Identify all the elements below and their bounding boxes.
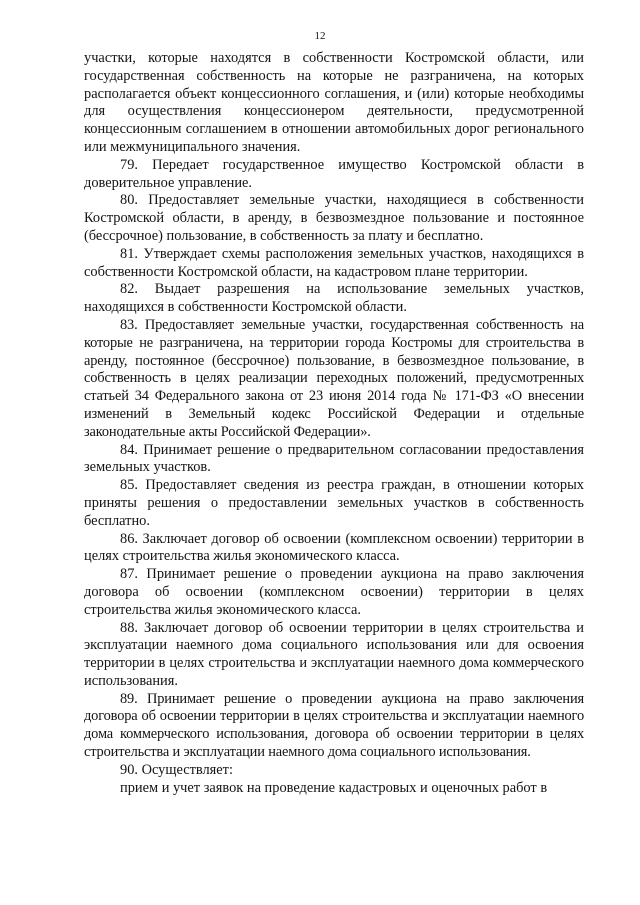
paragraph-82: 82. Выдает разрешения на использование земельных участков, находящихся в собственности Костромской области.	[84, 281, 584, 316]
paragraph-90-item: прием и учет заявок на проведение кадастровых и оценочных работ в	[120, 779, 548, 796]
page-number: 12	[314, 30, 326, 42]
paragraph-87: 87. Принимает решение о проведении аукциона на право заключения договора об освоении (комплексном освоении) территории в целях строительства жилья экономического класса.	[84, 566, 584, 618]
paragraph-86: 86. Заключает договор об освоении (комплексном освоении) территории в целях строительства жилья экономического класса.	[84, 530, 584, 565]
paragraph-81: 81. Утверждает схемы расположения земельных участков, находящихся в собственности Костромской области, на кадастровом плане территории.	[84, 245, 584, 280]
paragraph-continuation: участки, которые находятся в собственности Костромской области, или государственная собственность на которые не разграничена, на которых располагается объект концессионного соглашения, и (или) которые необходимы для осуществления концессионером деятельности, предусмотренной концессионным соглашением в отношении автомобильных дорог регионального или межмуниципального значения.	[84, 50, 584, 155]
paragraph-80: 80. Предоставляет земельные участки, находящиеся в собственности Костромской области, в аренду, в безвозмездное пользование и постоянное (бессрочное) пользование, в собственность за плату и бесплатно.	[84, 192, 584, 244]
paragraph-85: 85. Предоставляет сведения из реестра граждан, в отношении которых приняты решения о предоставлении земельных участков в собственность бесплатно.	[84, 477, 584, 529]
paragraph-89: 89. Принимает решение о проведении аукциона на право заключения договора об освоении территории в целях строительства и эксплуатации наемного дома коммерческого использования, договора об освоении территории в целях строительства и эксплуатации наемного дома социального использования.	[84, 690, 584, 761]
paragraph-79: 79. Передает государственное имущество Костромской области в доверительное управление.	[84, 156, 584, 191]
paragraph-83: 83. Предоставляет земельные участки, государственная собственность на которые не разграничена, на территории города Костромы для строительства в аренду, постоянное (бессрочное) пользование, в безвозмездное пользование, в собственность в целях реализации переходных положений, предусмотренных статьей 34 Федерального закона от 23 июня 2014 года № 171-ФЗ «О внесении изменений в Земельный кодекс Российской Федерации и отдельные законодательные акты Российской Федерации».	[84, 316, 584, 440]
paragraph-84: 84. Принимает решение о предварительном согласовании предоставления земельных участков.	[84, 441, 584, 476]
paragraph-88: 88. Заключает договор об освоении территории в целях строительства и эксплуатации наемного дома социального использования или для освоения территории в целях строительства и эксплуатации наемного дома коммерческого использования.	[84, 619, 584, 689]
document-body	[84, 50, 584, 797]
paragraph-90: 90. Осуществляет:	[120, 761, 233, 778]
